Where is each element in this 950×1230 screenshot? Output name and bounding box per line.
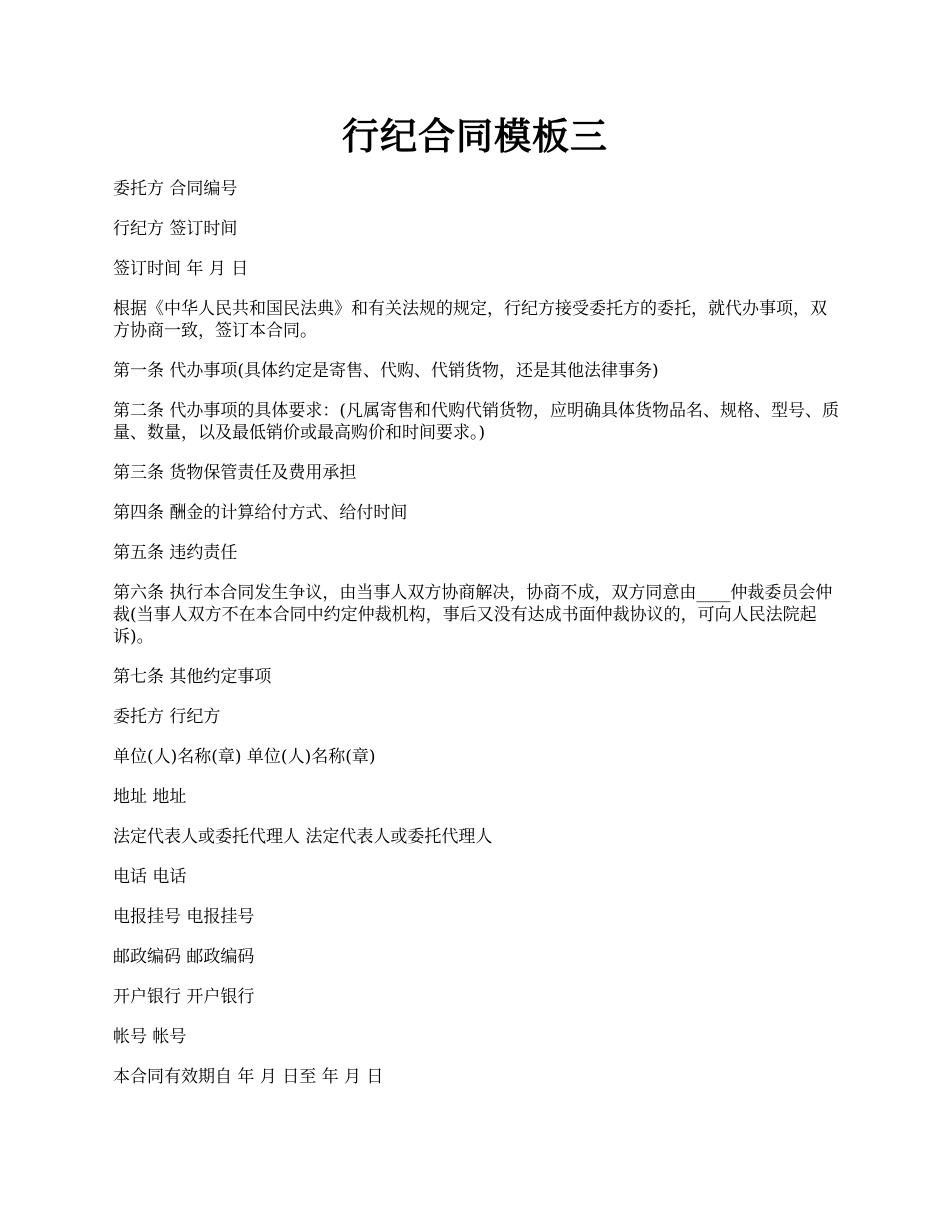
article-3: 第三条 货物保管责任及费用承担	[113, 463, 357, 483]
paragraph-sign-date: 签订时间 年 月 日	[113, 259, 249, 279]
paragraph-preamble: 根据《中华人民共和国民法典》和有关法规的规定，行纪方接受委托方的委托，就代办事项，双方协商一致，签订本合同。	[113, 299, 827, 341]
article-6: 第六条 执行本合同发生争议，由当事人双方协商解决，协商不成，双方同意由____仲裁委员会仲裁(当事人双方不在本合同中约定仲裁机构，事后又没有达成书面仲裁协议的，可向人民法院起诉)。	[113, 583, 833, 647]
signature-address: 地址 地址	[113, 787, 187, 807]
paragraph-client-contract-no: 委托方 合同编号	[113, 179, 238, 199]
signature-telegraph: 电报挂号 电报挂号	[113, 907, 255, 927]
signature-postcode: 邮政编码 邮政编码	[113, 947, 255, 967]
signature-account: 帐号 帐号	[113, 1027, 187, 1047]
article-1: 第一条 代办事项(具体约定是寄售、代购、代销货物，还是其他法律事务)	[113, 361, 659, 381]
article-2: 第二条 代办事项的具体要求：(凡属寄售和代购代销货物，应明确具体货物品名、规格、型号、质量、数量，以及最低销价或最高购价和时间要求。)	[113, 401, 840, 443]
article-4: 第四条 酬金的计算给付方式、给付时间	[113, 503, 408, 523]
validity-period: 本合同有效期自 年 月 日至 年 月 日	[113, 1067, 384, 1087]
article-5: 第五条 违约责任	[113, 543, 238, 563]
document-body	[113, 178, 841, 1106]
paragraph-broker-sign-time: 行纪方 签订时间	[113, 219, 238, 239]
signature-parties: 委托方 行纪方	[113, 707, 221, 727]
signature-bank: 开户银行 开户银行	[113, 987, 255, 1007]
signature-representative: 法定代表人或委托代理人 法定代表人或委托代理人	[113, 827, 493, 847]
article-7: 第七条 其他约定事项	[113, 667, 272, 687]
signature-phone: 电话 电话	[113, 867, 187, 887]
signature-unit-name: 单位(人)名称(章) 单位(人)名称(章)	[113, 747, 376, 767]
document-title: 行纪合同模板三	[342, 114, 608, 158]
